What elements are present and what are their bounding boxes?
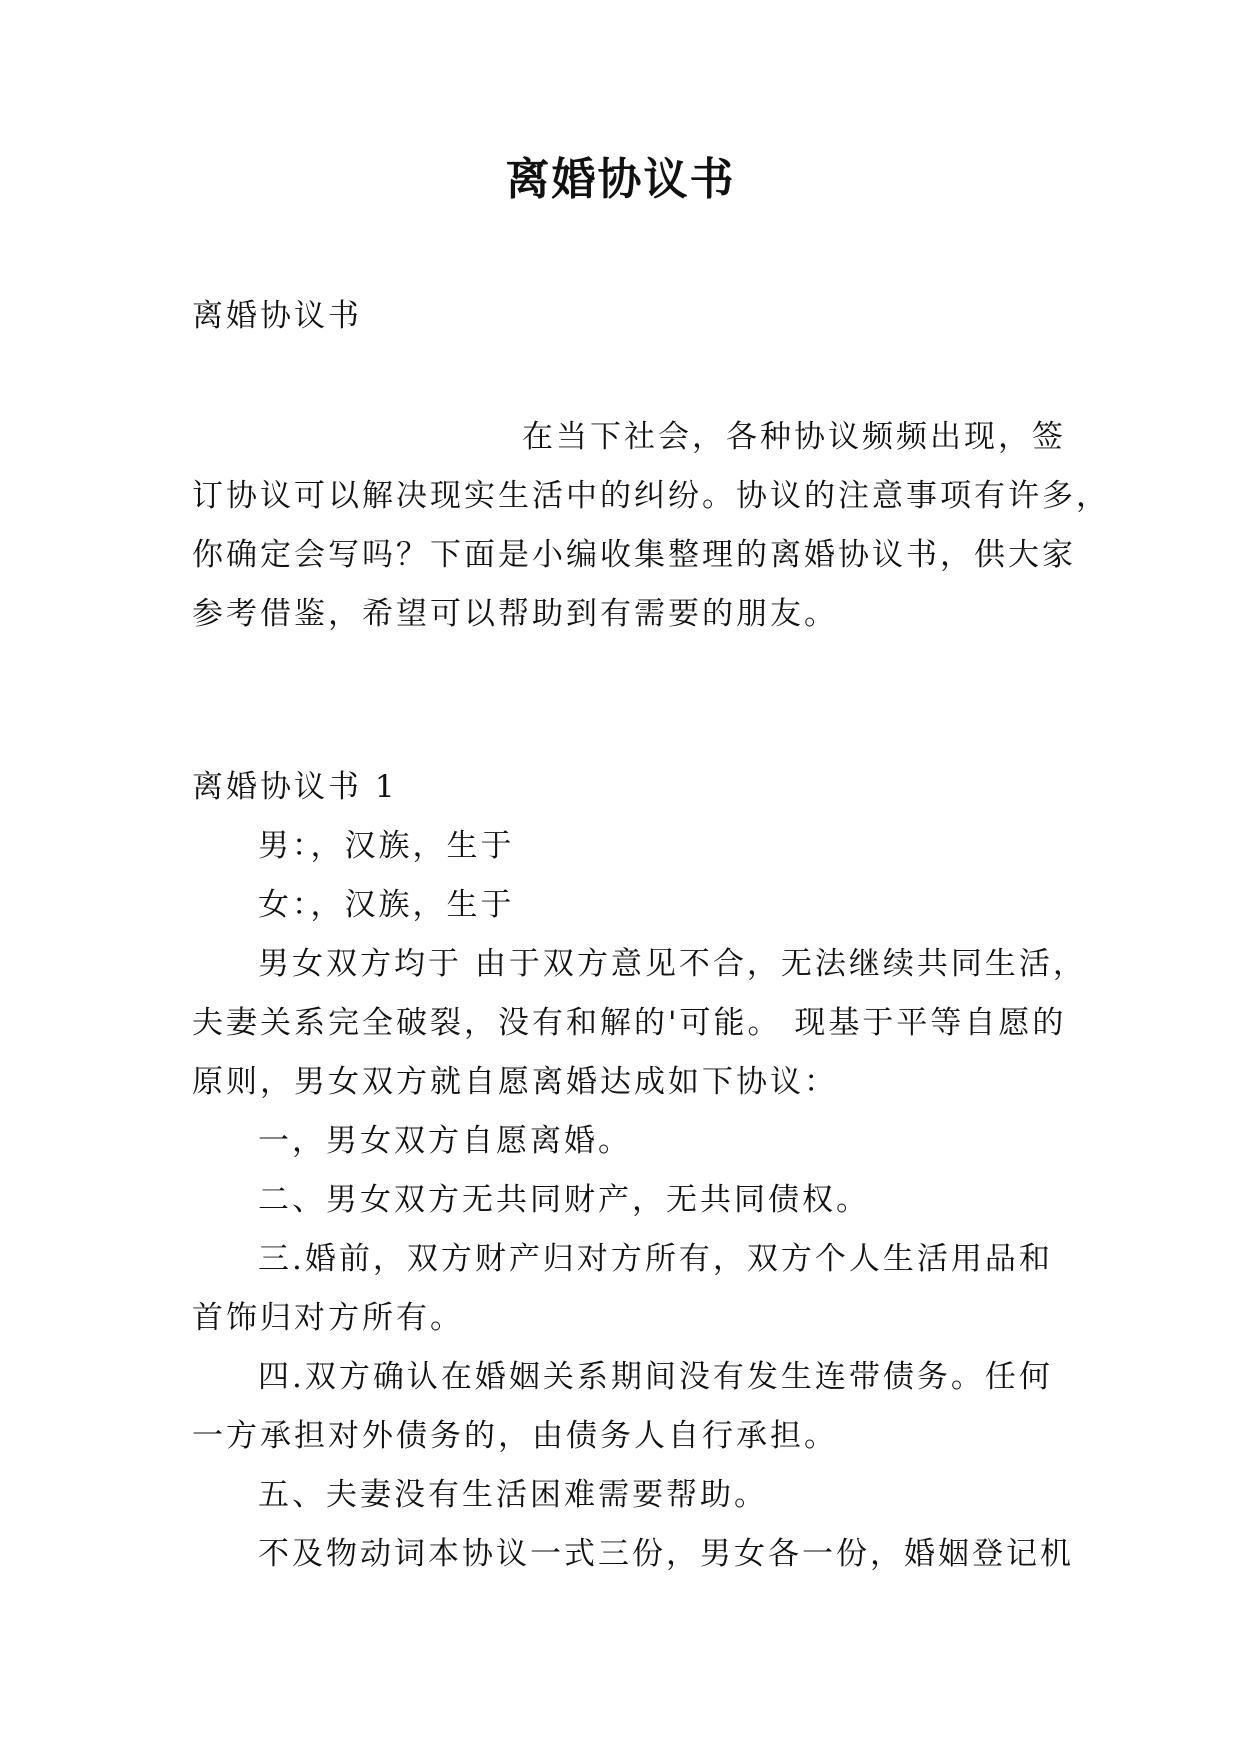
- section-heading: 离婚协议书 1: [192, 769, 398, 805]
- body-line-10: 四.双方确认在婚姻关系期间没有发生连带债务。任何: [258, 1359, 1053, 1395]
- body-line-1: 男：，汉族，生于: [258, 828, 515, 864]
- intro-line-3: 你确定会写吗？下面是小编收集整理的离婚协议书，供大家: [192, 537, 1076, 573]
- body-line-6: 一，男女双方自愿离婚。: [258, 1123, 632, 1159]
- body-line-9: 首饰归对方所有。: [192, 1300, 464, 1336]
- document-title: 离婚协议书: [505, 154, 736, 205]
- document-subtitle: 离婚协议书: [192, 298, 362, 334]
- body-line-8: 三.婚前，双方财产归对方所有，双方个人生活用品和: [258, 1241, 1053, 1277]
- intro-line-1: 在当下社会，各种协议频频出现，签: [522, 419, 1066, 455]
- intro-line-2: 订协议可以解决现实生活中的纠纷。协议的注意事项有许多，: [192, 478, 1110, 514]
- body-line-13: 不及物动词本协议一式三份，男女各一份，婚姻登记机: [258, 1536, 1074, 1572]
- body-line-7: 二、男女双方无共同财产，无共同债权。: [258, 1182, 870, 1218]
- body-line-5: 原则，男女双方就自愿离婚达成如下协议：: [192, 1064, 838, 1100]
- body-line-4: 夫妻关系完全破裂，没有和解的'可能。 现基于平等自愿的: [192, 1005, 1067, 1041]
- body-line-11: 一方承担对外债务的，由债务人自行承担。: [192, 1418, 838, 1454]
- body-line-2: 女：，汉族，生于: [258, 887, 515, 923]
- body-line-12: 五、夫妻没有生活困难需要帮助。: [258, 1477, 768, 1513]
- intro-line-4: 参考借鉴，希望可以帮助到有需要的朋友。: [192, 596, 838, 632]
- body-line-3: 男女双方均于 由于双方意见不合，无法继续共同生活，: [258, 946, 1087, 982]
